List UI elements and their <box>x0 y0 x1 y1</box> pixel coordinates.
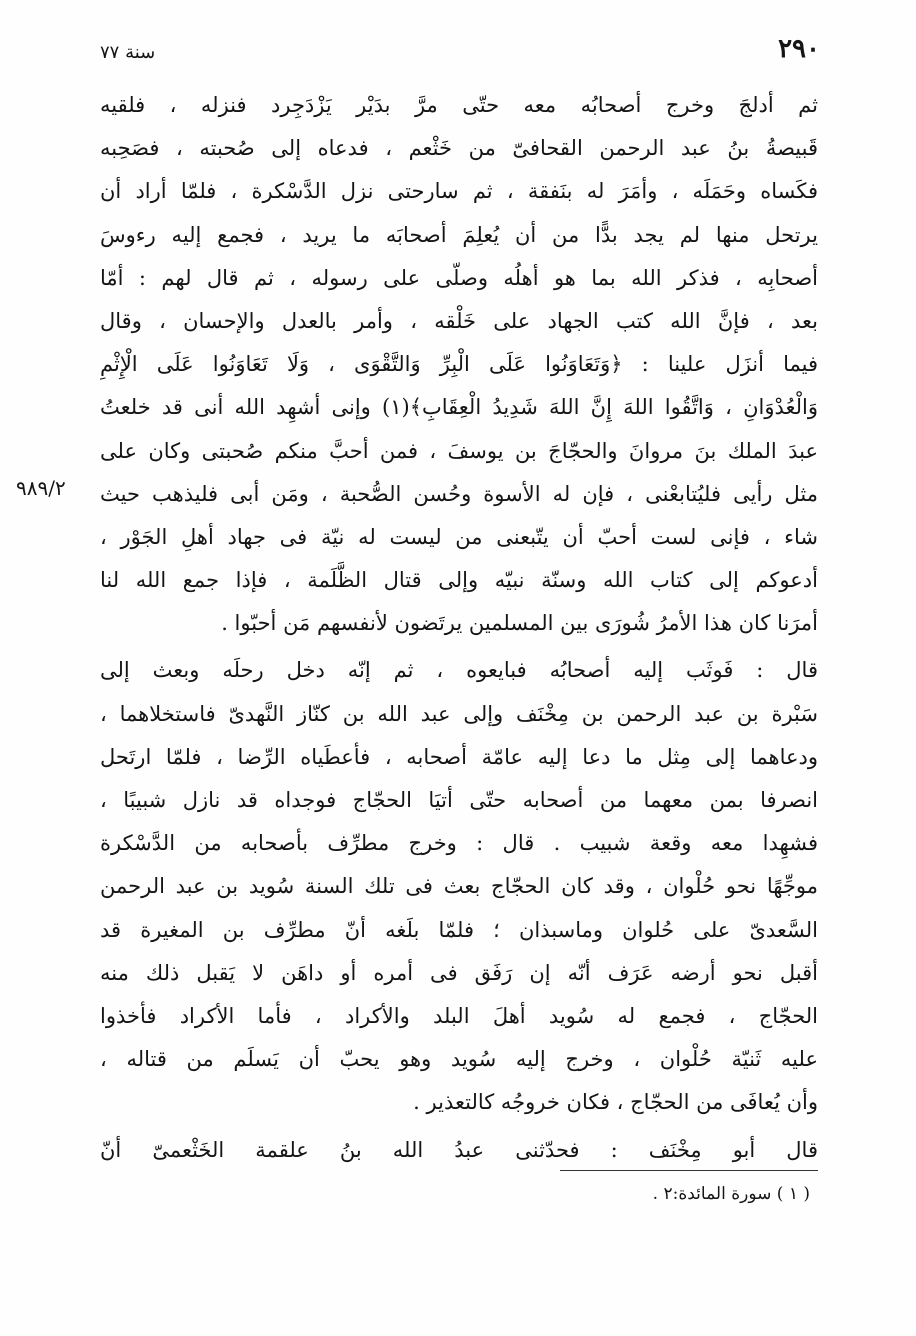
text-line: انصرفا بمن معهما من أصحابه حتّى أتيَا الحجّاج فوجداه قد نازل شبيبًا ، <box>100 788 818 812</box>
text-line: مثل رأيى فليُتابعْنى ، فإن له الأسوة وحُسن الصُّحبة ، ومَن أبى فليذهب حيث <box>100 481 818 506</box>
text-line: يرتحل منها لم يجد بدًّا من أن يُعلِمَ أصحابَه ما يريد ، فجمع إليه رءوسَ <box>100 222 818 247</box>
text-line: قَبيصةُ بنُ عبد الرحمن القحافىّ من خَثْعم ، فدعاه إلى صُحبته ، فصَحِبه <box>100 136 818 161</box>
page-number: ٢٩٠ <box>778 34 820 64</box>
text-line: عبدَ الملك بنَ مروانَ والحجّاجَ بن يوسفَ ، فمن أحبَّ منكم صُحبتى وكان على <box>100 438 818 463</box>
footnote-divider <box>560 1170 818 1171</box>
text-line-quran-quote: وَالْعُدْوَانِ ، وَاتَّقُوا اللهَ إِنَّ اللهَ شَدِيدُ الْعِقَابِ﴾(١) وإنى أشهِد الله أنى قد خلعتُ <box>100 395 818 420</box>
text-line: ثم أدلجَ وخرج أصحابُه معه حتّى مرَّ بدَيْر يَزْدَجِرد فنزله ، فلقيه <box>100 93 818 117</box>
text-line: سَبْرة بن عبد الرحمن بن مِخْنَف وإلى عبد الله بن كنّاز النَّهدىّ فاستخلاهما ، <box>100 701 818 726</box>
footnote: ( ١ ) سورة المائدة:٢ . <box>652 1184 810 1204</box>
text-line: قال : فَوثَب إليه أصحابُه فبايعوه ، ثم إنّه دخل رحلَه وبعث إلى <box>100 658 818 683</box>
text-line: أقبل نحو أرضه عَرَف أنّه إن رَفَق فى أمره أو داهَن لا يَقبل ذلك منه <box>100 960 818 985</box>
body-text <box>100 84 818 1172</box>
text-line: أدعوكم إلى كتاب الله وسنّة نبيّه وإلى قتال الظَّلَمة ، فإذا جمع الله لنا <box>100 568 818 593</box>
text-line-quran-quote: فيما أنزَل علينا : ﴿وَتَعَاوَنُوا عَلَى الْبِرِّ وَالتَّقْوَى ، وَلَا تَعَاوَنُوا عَلَى الْإِثْمِ <box>100 352 818 377</box>
text-line: فكَساه وحَمَلَه ، وأمَرَ له بنَفقة ، ثم سارحتى نزل الدَّسْكرة ، فلمّا أراد أن <box>100 179 818 204</box>
text-line: الحجّاج ، فجمع له سُويد أهلَ البلد والأكراد ، فأما الأكراد فأخذوا <box>100 1003 818 1028</box>
running-head: سنة ٧٧ <box>100 42 156 63</box>
text-line: أصحابِه ، فذكر الله بما هو أهلُه وصلّى على رسوله ، ثم قال لهم : أمّا <box>100 265 818 290</box>
text-line: بعد ، فإنَّ الله كتب الجهاد على خَلْقه ، وأمر بالعدل والإحسان ، وقال <box>100 308 818 333</box>
text-line: عليه ثَنيّة حُلْوان ، وخرج إليه سُويد وهو يحبّ أن يَسلَم من قتاله ، <box>100 1047 818 1072</box>
text-line: فشهِدا معه وقعة شبيب . قال : وخرج مطرِّف بأصحابه من الدَّسْكرة <box>100 831 818 856</box>
text-line: موجِّهًا نحو حُلْوان ، وقد كان الحجّاج بعث فى تلك السنة سُويد بن عبد الرحمن <box>100 874 818 899</box>
text-line: وأن يُعافَى من الحجّاج ، فكان خروجُه كالتعذير . <box>413 1090 818 1115</box>
paragraph-3 <box>100 1129 818 1172</box>
text-line: ودعاهما إلى مِثل ما دعا إليه عامّة أصحابه ، فأعطَياه الرِّضا ، فلمّا ارتَحل <box>100 744 818 769</box>
text-line: أمرَنا كان هذا الأمرُ شُورَى بين المسلمين يرتَضون لأنفسهم مَن أحبّوا . <box>221 611 818 636</box>
margin-reference: ٩٨٩/٢ <box>16 476 66 500</box>
paragraph-2 <box>100 649 818 1124</box>
page-header <box>100 34 820 70</box>
text-line: السَّعدىّ على حُلوان وماسبذان ؛ فلمّا بلَغه أنّ مطرِّف بن المغيرة قد <box>100 917 818 942</box>
text-line: شاء ، فإنى لست أحبّ أن يتّبعنى من ليست له نيّة فى جهاد أهلِ الجَوْر ، <box>100 524 818 549</box>
paragraph-1 <box>100 84 818 645</box>
text-line: قال أبو مِخْنَف : فحدّثنى عبدُ الله بنُ علقمة الخَثْعمىّ أنّ <box>100 1137 818 1162</box>
